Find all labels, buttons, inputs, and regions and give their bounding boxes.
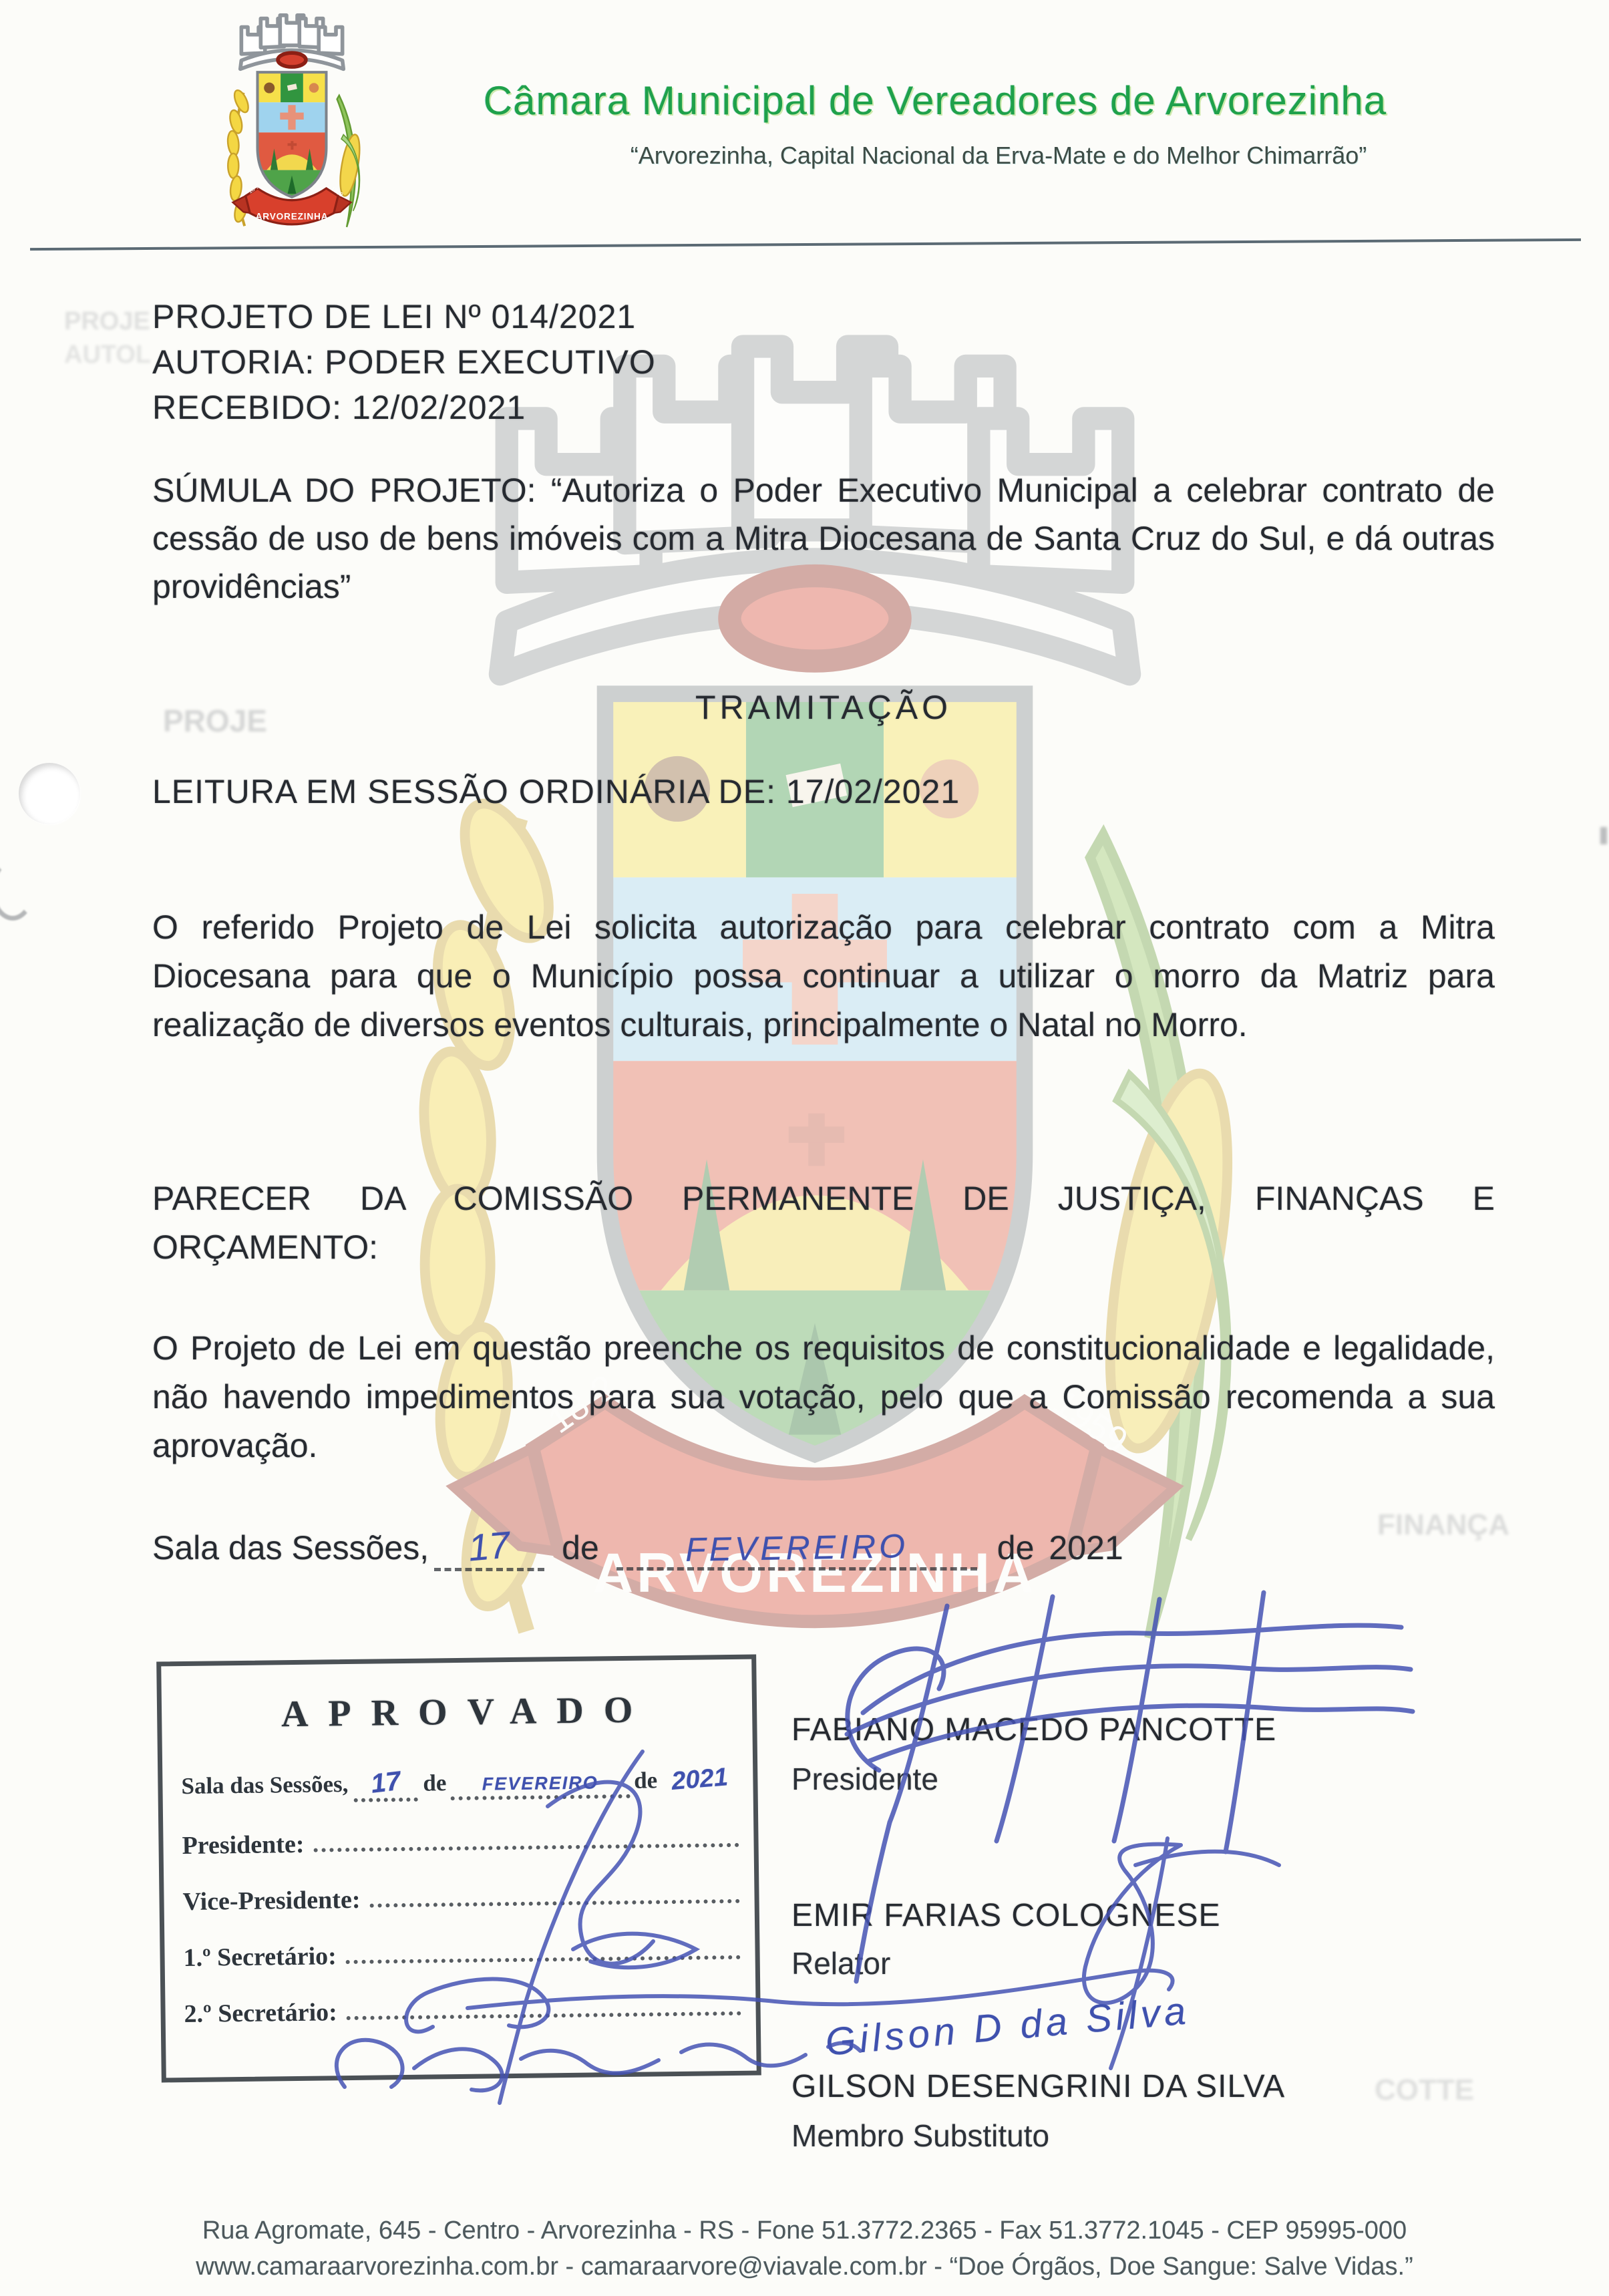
signature-line — [347, 2011, 741, 2020]
signatory-role: Membro Substituto — [791, 2118, 1050, 2153]
stamp-field-primeiro-secretario — [183, 1937, 740, 1973]
header-divider — [30, 238, 1581, 251]
stamp-field-presidente — [182, 1824, 739, 1860]
municipal-coat-of-arms-logo — [211, 7, 373, 238]
sala-de: de — [562, 1529, 599, 1567]
stamp-sala-de2: de — [633, 1767, 658, 1794]
signatory-name: EMIR FARIAS COLOGNESE — [791, 1898, 1221, 1933]
document-meta — [152, 294, 1495, 430]
ghost-text-fragment: FINANÇA — [1377, 1508, 1509, 1541]
handwritten-signature-gilson: Gilson D da Silva — [824, 1989, 1192, 2064]
stamp-day-blank — [353, 1768, 418, 1802]
sala-de2: de — [997, 1529, 1035, 1567]
day-blank — [434, 1524, 544, 1571]
ghost-text-fragment: AUTOL — [64, 341, 152, 369]
month-blank — [616, 1528, 977, 1571]
handwritten-month: FEVEREIRO — [685, 1527, 909, 1569]
ghost-text-fragment: COTTE — [1375, 2074, 1475, 2106]
page-subtitle: “Arvorezinha, Capital Nacional da Erva-Mate e do Melhor Chimarrão” — [630, 142, 1367, 169]
stamp-handwritten-year: 2021 — [670, 1763, 729, 1796]
sala-das-sessoes-line — [152, 1524, 1495, 1571]
stamp-sala-line — [181, 1764, 739, 1804]
parecer-heading — [152, 1174, 1495, 1272]
footer-address-line: Rua Agromate, 645 - Centro - Arvorezinha - RS - Fone 51.3772.2365 - Fax 51.3772.1045 - CEP 95995-000 — [202, 2217, 1407, 2245]
signatory-name: FABIANO MACEDO PANCOTTE — [791, 1712, 1277, 1748]
stamp-field-vice-presidente — [182, 1880, 739, 1917]
stamp-field-segundo-secretario — [184, 1993, 741, 2029]
parecer-heading-line2: ORÇAMENTO: — [152, 1228, 378, 1266]
scan-smudge — [0, 859, 35, 921]
signatory-role: Relator — [791, 1946, 891, 1981]
stamp-handwritten-month: FEVEREIRO — [482, 1772, 599, 1794]
signatory-name: GILSON DESENGRINI DA SILVA — [791, 2069, 1286, 2104]
hole-punch — [19, 763, 80, 824]
signatory-role: Presidente — [791, 1762, 938, 1796]
sala-prefix: Sala das Sessões, — [152, 1529, 429, 1567]
handwritten-day: 17 — [466, 1523, 512, 1569]
signature-line — [314, 1843, 739, 1852]
stamp-sala-prefix: Sala das Sessões, — [181, 1771, 349, 1800]
scan-smudge — [1600, 827, 1607, 844]
page-title: Câmara Municipal de Vereadores de Arvorezinha — [483, 78, 1387, 123]
stamp-title: APROVADO — [281, 1689, 653, 1736]
received-line: RECEBIDO: 12/02/2021 — [152, 389, 526, 426]
signature-line — [370, 1899, 740, 1908]
ghost-text-fragment: PROJE — [163, 703, 267, 738]
stamp-handwritten-day: 17 — [369, 1766, 402, 1799]
stamp-field-label: 2.º Secretário: — [184, 1998, 338, 2029]
footer-contact-line: www.camaraarvorezinha.com.br - camaraarvore@viavale.com.br - “Doe Órgãos, Doe Sangue: Salve Vidas.” — [196, 2253, 1413, 2281]
project-number-line: PROJETO DE LEI Nº 014/2021 — [152, 298, 637, 335]
signature-line — [346, 1955, 741, 1964]
aprovado-stamp — [156, 1655, 761, 2083]
stamp-month-blank — [450, 1768, 630, 1800]
tramitacao-heading: TRAMITAÇÃO — [695, 689, 952, 726]
parecer-paragraph: O Projeto de Lei em questão preenche os requisitos de constitucionalidade e legalidade, não havendo impedimentos para sua votação, pelo que a Comissão recomenda a sua aprovação. — [152, 1329, 1495, 1464]
stamp-field-label: Presidente: — [182, 1830, 305, 1860]
parecer-heading-line1: PARECER DA COMISSÃO PERMANENTE DE JUSTIÇA, FINANÇAS E — [152, 1180, 1495, 1217]
sumula-paragraph: SÚMULA DO PROJETO: “Autoriza o Poder Executivo Municipal a celebrar contrato de cessão de uso de bens imóveis com a Mitra Diocesana de Santa Cruz do Sul, e dá outras providências” — [152, 472, 1495, 605]
stamp-year-blank — [661, 1765, 739, 1794]
stamp-field-label: 1.º Secretário: — [183, 1942, 337, 1973]
leitura-line: LEITURA EM SESSÃO ORDINÁRIA DE: 17/02/2021 — [152, 773, 960, 810]
sala-year: 2021 — [1049, 1529, 1123, 1567]
stamp-sala-de: de — [423, 1770, 447, 1796]
authorship-line: AUTORIA: PODER EXECUTIVO — [152, 343, 656, 381]
referido-paragraph: O referido Projeto de Lei solicita autorização para celebrar contrato com a Mitra Diocesana para que o Município possa continuar a utilizar o morro da Matriz para realização de diversos eventos culturais, principalmente o Natal no Morro. — [152, 909, 1495, 1043]
stamp-field-label: Vice-Presidente: — [182, 1885, 361, 1917]
ghost-text-fragment: PROJE — [64, 307, 150, 335]
